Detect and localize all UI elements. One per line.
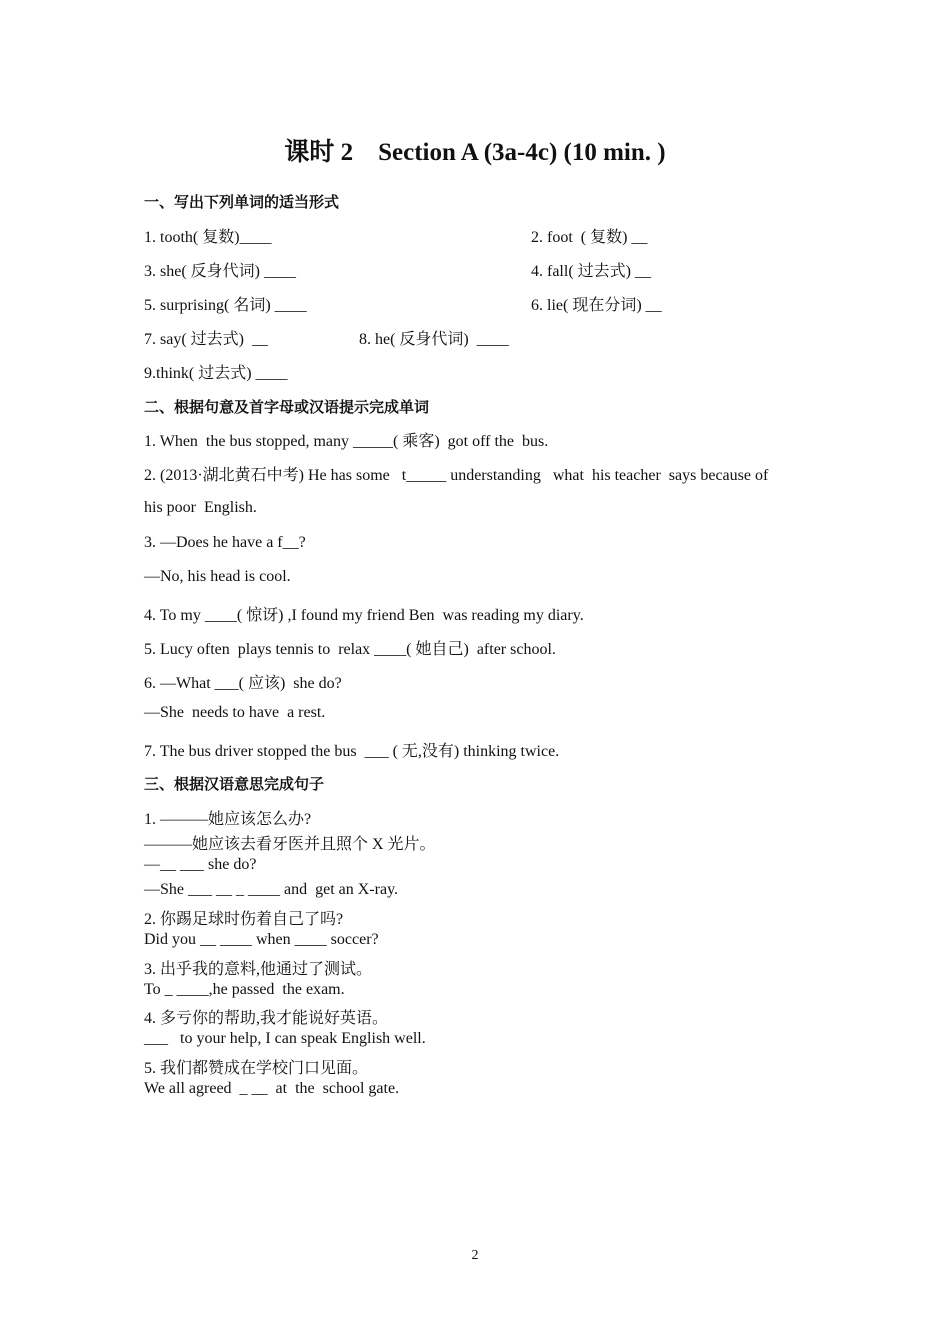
section-1-item: 1. tooth( 复数)____	[144, 229, 272, 246]
section-3-line: —She ___ __ _ ____ and get an X-ray.	[144, 881, 399, 898]
section-3-line: 4. 多亏你的帮助,我才能说好英语。	[144, 1010, 389, 1027]
section-3-line: 3. 出乎我的意料,他通过了测试。	[144, 961, 373, 978]
section-3-line: —__ ___ she do?	[144, 856, 257, 873]
section-3-line: ———她应该去看牙医并且照个 X 光片。	[144, 836, 436, 853]
section-2-line: 5. Lucy often plays tennis to relax ____( 她自己) after school.	[144, 641, 556, 658]
section-3-line: ___ to your help, I can speak English well.	[144, 1030, 426, 1047]
section-3-line: 1. ———她应该怎么办?	[144, 811, 312, 828]
section-1-item: 6. lie( 现在分词) __	[531, 297, 662, 314]
section-1-item: 2. foot ( 复数) __	[531, 229, 648, 246]
section-3-line: Did you __ ____ when ____ soccer?	[144, 931, 379, 948]
section-2-heading: 二、根据句意及首字母或汉语提示完成单词	[144, 398, 430, 416]
section-2-line: his poor English.	[144, 499, 257, 516]
section-1-heading: 一、写出下列单词的适当形式	[144, 193, 340, 211]
section-3-line: We all agreed _ __ at the school gate.	[144, 1080, 400, 1097]
section-1-item: 5. surprising( 名词) ____	[144, 297, 307, 314]
section-1-item: 9.think( 过去式) ____	[144, 365, 288, 382]
section-1-item: 8. he( 反身代词) ____	[359, 331, 509, 348]
section-1-item: 3. she( 反身代词) ____	[144, 263, 296, 280]
section-2-line: 6. —What ___( 应该) she do?	[144, 675, 342, 692]
section-2-line: 1. When the bus stopped, many _____( 乘客) got off the bus.	[144, 433, 549, 450]
section-2-line: —She needs to have a rest.	[144, 704, 326, 721]
section-3-line: 5. 我们都赞成在学校门口见面。	[144, 1060, 369, 1077]
section-1-item: 4. fall( 过去式) __	[531, 263, 651, 280]
page-number: 2	[471, 1248, 479, 1263]
section-2-line: —No, his head is cool.	[144, 568, 291, 585]
section-2-line: 7. The bus driver stopped the bus ___ ( 无,没有) thinking twice.	[144, 743, 560, 760]
section-2-line: 2. (2013·湖北黄石中考) He has some t_____ understanding what his teacher says because of	[144, 467, 769, 484]
section-3-heading: 三、根据汉语意思完成句子	[144, 775, 325, 793]
section-3-line: To _ ____,he passed the exam.	[144, 981, 345, 998]
page-title: 课时 2 Section A (3a-4c) (10 min. )	[284, 139, 666, 166]
section-2-line: 4. To my ____( 惊讶) ,I found my friend Ben was reading my diary.	[144, 607, 584, 624]
section-1-item: 7. say( 过去式) __	[144, 331, 268, 348]
section-2-line: 3. —Does he have a f__?	[144, 534, 306, 551]
section-3-line: 2. 你踢足球时伤着自己了吗?	[144, 911, 344, 928]
